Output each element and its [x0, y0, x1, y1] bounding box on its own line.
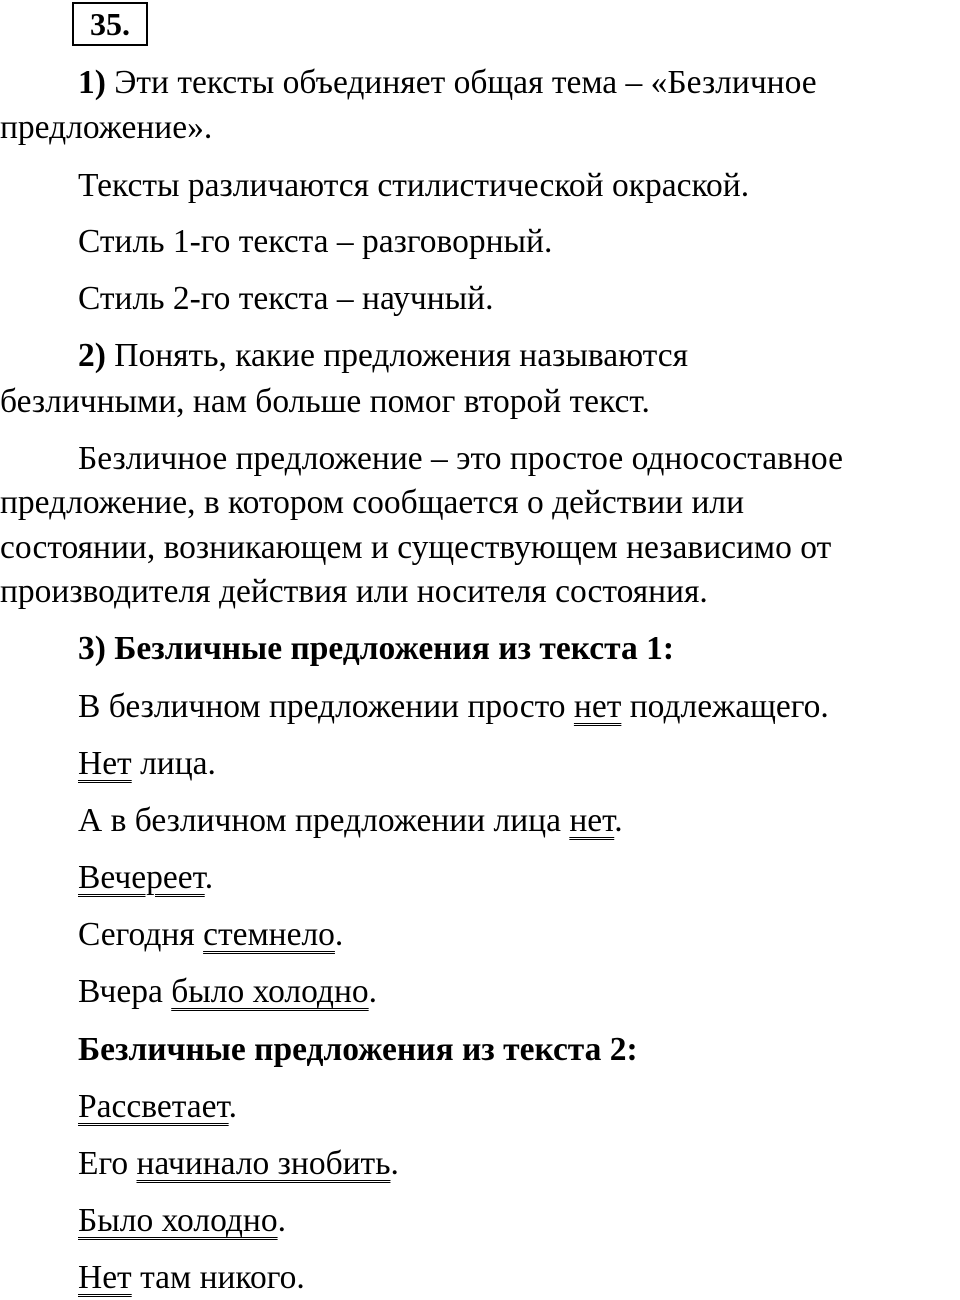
sentence-7 — [0, 1085, 960, 1129]
sentence-text: подлежащего. — [621, 688, 829, 725]
predicate-underlined: стемнело — [203, 916, 335, 953]
definition-text: предложение, в котором сообщается о действии или — [0, 484, 745, 521]
paragraph-5-line-1 — [0, 334, 960, 378]
sentence-5 — [0, 913, 960, 957]
heading-label: 3) Безличные предложения из текста 1: — [78, 630, 674, 667]
definition-line-3 — [0, 526, 960, 570]
predicate-underlined: было холодно — [171, 973, 369, 1010]
predicate-underlined: Нет — [78, 1259, 132, 1296]
sentence-8 — [0, 1142, 960, 1186]
item-number-2: 2) — [78, 337, 106, 374]
predicate-underlined: Нет — [78, 745, 132, 782]
sentence-text: . — [228, 1088, 238, 1125]
sentence-text: лица. — [131, 745, 216, 782]
sentence-text: В безличном предложении просто — [78, 688, 574, 725]
sentence-3 — [0, 799, 960, 843]
paragraph-text: предложение». — [0, 109, 213, 146]
sentence-4 — [0, 856, 960, 900]
paragraph-text: безличными, нам больше помог второй текст. — [0, 383, 650, 420]
definition-line-2 — [0, 481, 960, 525]
task-number-box — [72, 2, 148, 46]
sentence-2 — [0, 742, 960, 786]
item-number-1: 1) — [78, 64, 106, 101]
definition-line-1 — [0, 437, 960, 481]
heading-text-2 — [0, 1028, 960, 1072]
sentence-text: . — [204, 859, 214, 896]
predicate-underlined: Было холодно — [78, 1202, 278, 1239]
sentence-text: Его — [78, 1145, 137, 1182]
sentence-1 — [0, 685, 960, 729]
paragraph-text: Понять, какие предложения называются — [105, 337, 689, 374]
heading-label: Безличные предложения из текста 2: — [78, 1031, 638, 1068]
sentence-text: Вчера — [78, 973, 172, 1010]
definition-text: производителя действия или носителя состояния. — [0, 573, 708, 610]
heading-text-1 — [0, 627, 960, 671]
sentence-text: . — [334, 916, 344, 953]
sentence-6 — [0, 970, 960, 1014]
sentence-10 — [0, 1256, 960, 1300]
sentence-text: А в безличном предложении лица — [78, 802, 570, 839]
sentence-text: . — [277, 1202, 286, 1239]
paragraph-4 — [0, 277, 960, 321]
predicate-underlined: начинало знобить — [136, 1145, 391, 1182]
definition-text: Безличное предложение – это простое односоставное — [78, 440, 843, 477]
sentence-text: . — [614, 802, 623, 839]
sentence-text: Сегодня — [78, 916, 204, 953]
sentence-text: там никого. — [131, 1259, 305, 1296]
paragraph-1-line-1 — [0, 61, 960, 105]
sentence-text: . — [390, 1145, 399, 1182]
paragraph-3 — [0, 220, 960, 264]
sentence-9 — [0, 1199, 960, 1243]
predicate-underlined: Вечереет — [78, 859, 205, 896]
predicate-underlined: нет — [573, 688, 622, 725]
paragraph-text: Стиль 1-го текста – разговорный. — [78, 223, 553, 260]
paragraph-2 — [0, 164, 960, 208]
paragraph-text: Эти тексты объединяет общая тема – «Безличное — [105, 64, 817, 101]
definition-text: состоянии, возникающем и существующем независимо от — [0, 529, 832, 566]
task-number: 35. — [90, 6, 130, 42]
definition-line-4 — [0, 570, 960, 614]
predicate-underlined: Рассветает — [78, 1088, 229, 1125]
paragraph-text: Стиль 2-го текста – научный. — [78, 280, 494, 317]
predicate-underlined: нет — [569, 802, 615, 839]
paragraph-text: Тексты различаются стилистической окраской. — [78, 167, 750, 204]
sentence-text: . — [368, 973, 378, 1010]
paragraph-5-line-2 — [0, 380, 960, 424]
paragraph-1-line-2 — [0, 106, 960, 150]
